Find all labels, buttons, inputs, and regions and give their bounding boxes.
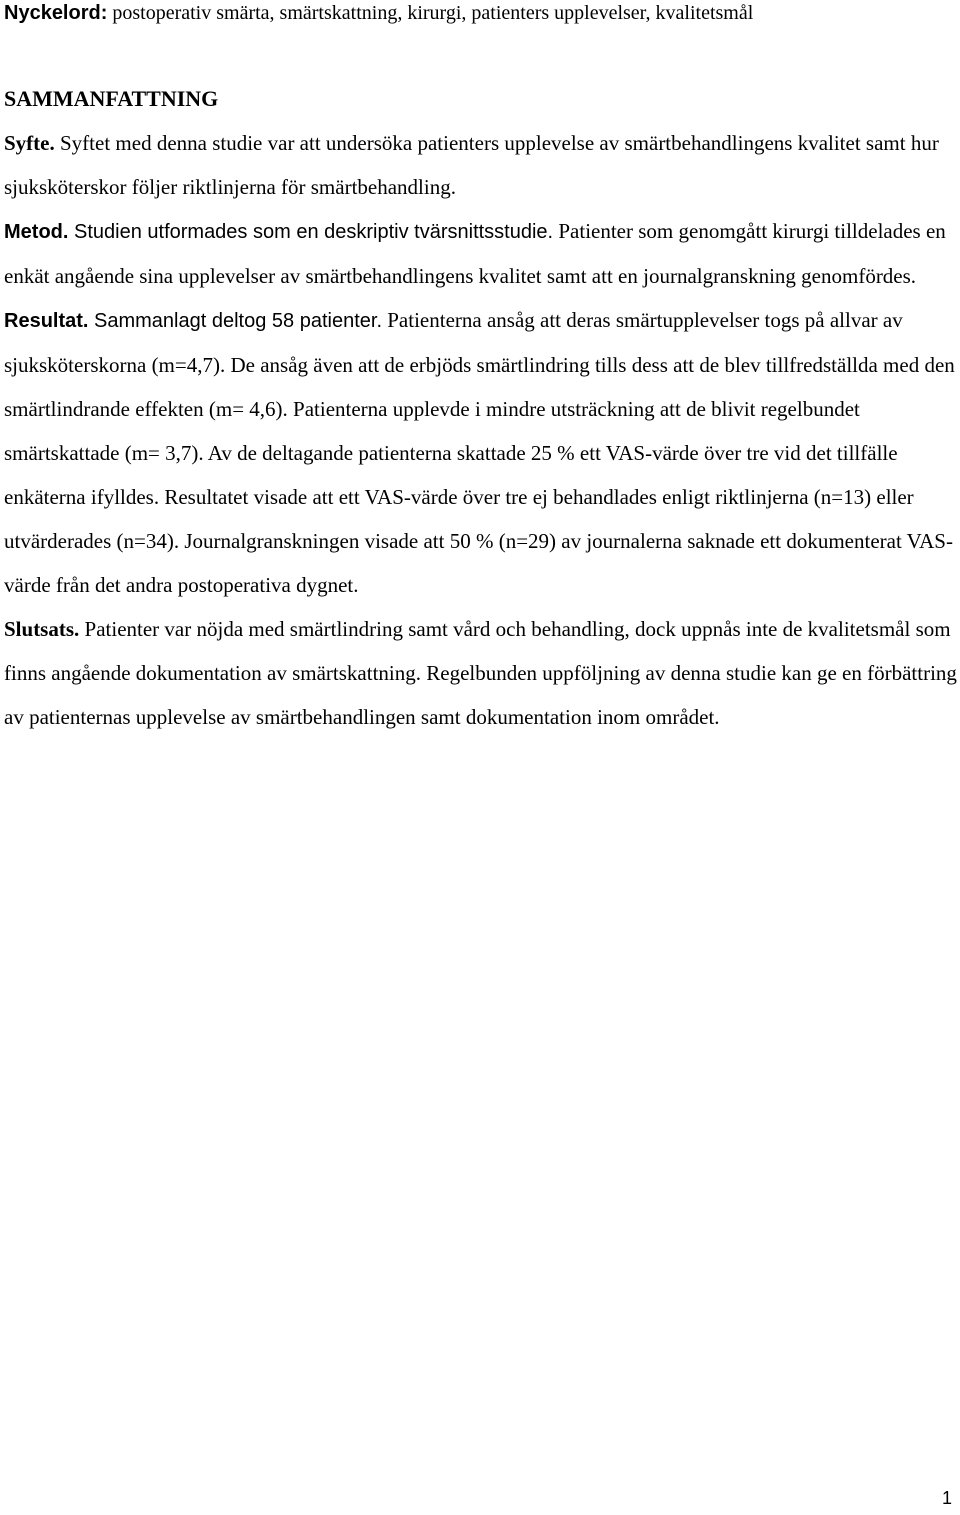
aim-text: Syftet med denna studie var att undersöka patienters upplevelse av smärtbehandlingens kvalitet samt hur sjuksköterskor följer riktlinjerna för smärtbehandling. [4,131,939,199]
method-text-1: Studien utformades som en deskriptiv tvärsnittsstudie. [68,221,554,243]
results-label: Resultat. [4,310,89,332]
summary-body [4,121,959,739]
results-paragraph [4,298,959,607]
results-text-2: Patienterna ansåg att deras smärtupplevelser togs på allvar av sjuksköterskorna (m=4,7). De ansåg även att de erbjöds smärtlindring tills dess att de blev tillfredställda med den smärtlindrande effekten (m= 4,6). Patienterna upplevde i mindre utsträckning att de blivit regelbundet smärtskattade (m= 3,7). Av de deltagande patienterna skattade 25 % ett VAS-värde över tre vid det tillfälle enkäterna ifylldes. Resultatet visade att ett VAS-värde över tre ej behandlades enligt riktlinjerna (n=13) eller utvärderades (n=34). Journalgranskningen visade att 50 % (n=29) av journalerna saknade ett dokumenterat VAS-värde från det andra postoperativa dygnet. [4,308,955,597]
conclusion-paragraph [4,607,959,739]
method-paragraph [4,209,959,298]
page-number: 1 [941,1488,952,1508]
summary-heading: SAMMANFATTNING [4,86,219,111]
conclusion-text: Patienter var nöjda med smärtlindring samt vård och behandling, dock uppnås inte de kvalitetsmål som finns angående dokumentation av smärtskattning. Regelbunden uppföljning av denna studie kan ge en förbättring av patienternas upplevelse av smärtbehandlingen samt dokumentation inom området. [4,617,957,729]
conclusion-label: Slutsats. [4,617,80,641]
aim-label: Syfte. [4,131,55,155]
keywords-line [4,0,959,26]
method-label: Metod. [4,221,69,243]
keywords-label: Nyckelord: [4,2,108,24]
aim-paragraph [4,121,959,209]
keywords-text: postoperativ smärta, smärtskattning, kirurgi, patienters upplevelser, kvalitetsmål [107,2,754,24]
method-text-2: Patienter som genomgått kirurgi tilldelades en enkät angående sina upplevelser av smärtbehandlingens kvalitet samt att en journalgranskning genomfördes. [4,219,946,288]
results-text-1: Sammanlagt deltog 58 patienter. [88,310,382,332]
